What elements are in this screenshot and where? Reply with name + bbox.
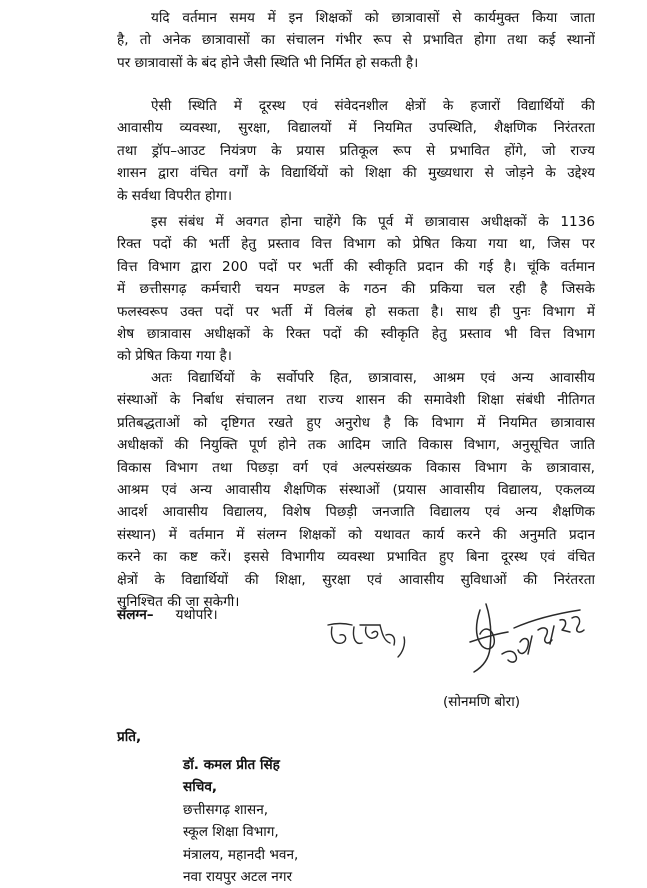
addressee-line: नवा रायपुर अटल नगर (183, 869, 293, 886)
paragraph-line: को प्रेषित किया गया है। (117, 348, 232, 365)
paragraph-line: यदि वर्तमान समय में इन शिक्षकों को छात्रावासों से कार्यमुक्त किया जाता (151, 10, 595, 26)
addressee-line: मंत्रालय, महानदी भवन, (183, 846, 299, 863)
paragraph-line: वित्त विभाग द्वारा 200 पदों पर भर्ती की स्वीकृति प्रदान की गई है। चूंकि वर्तमान (117, 258, 595, 275)
enclosure-label: संलग्न– (117, 607, 154, 623)
paragraph-line: संस्थान) में वर्तमान में संलग्न शिक्षकों को यथावत कार्य करने की अनुमति प्रदान (117, 526, 595, 543)
paragraph-line: सुनिश्चित की जा सकेगी। (117, 594, 240, 611)
paragraph-line: ऐसी स्थिति में दूरस्थ एवं संवेदनशील क्षेत्रों के हजारों विद्यार्थियों की (151, 98, 595, 114)
paragraph-line: क्षेत्रों के विद्यार्थियों की शिक्षा, सुरक्षा एवं आवासीय सुविधाओं की निरंतरता (117, 571, 595, 588)
enclosure (117, 604, 218, 626)
to-label: प्रति, (117, 729, 142, 745)
paragraph-line: रिक्त पदों की भर्ती हेतु प्रस्ताव वित्त विभाग को प्रेषित किया गया था, जिस पर (117, 236, 595, 253)
paragraph-line: में छत्तीसगढ़ कर्मचारी चयन मण्डल के गठन की प्रकिया चल रही है जिसके (117, 281, 595, 298)
paragraph-line: पर छात्रावासों के बंद होने जैसी स्थिति भी निर्मित हो सकती है। (117, 54, 419, 71)
paragraph-line: इस संबंध में अवगत होना चाहेंगे कि पूर्व में छात्रावास अधीक्षकों के 1136 (151, 214, 595, 230)
enclosure-value: यथोपरि। (175, 607, 218, 623)
paragraph-4 (117, 367, 595, 613)
addressee-line: छत्तीसगढ़ शासन, (183, 801, 269, 818)
paragraph-line: शासन द्वारा वंचित वर्गों के विद्यार्थियों को शिक्षा की मुख्यधारा से जोड़ने के उद्देश्य (117, 165, 595, 182)
paragraph-line: आश्रम एवं अन्य आवासीय शैक्षणिक संस्थाओं (प्रयास आवासीय विद्यालय, एकलव्य (117, 482, 595, 499)
addressee-designation: सचिव, (183, 779, 218, 796)
paragraph-line: अधीक्षकों की नियुक्ति पूर्ण होने तक आदिम जाति विकास विभाग, अनुसूचित जाति (117, 437, 595, 454)
paragraph-line: विकास विभाग तथा पिछड़ा वर्ग एवं अल्पसंख्यक विकास विभाग के छात्रावास, (117, 459, 595, 476)
paragraph-line: आवासीय व्यवस्था, सुरक्षा, विद्यालयों में नियमित उपस्थिति, शैक्षणिक निरंतरता (117, 120, 595, 137)
paragraph-line: फलस्वरूप उक्त पदों पर भर्ती में विलंब हो सकता है। साथ ही पुनः विभाग में (117, 303, 595, 320)
addressee-block (183, 754, 298, 888)
paragraph-line: तथा ड्रॉप–आउट नियंत्रण के प्रयास प्रतिकूल रूप से प्रभावित होंगे, जो राज्य (117, 142, 595, 159)
signature-with-date (462, 592, 594, 680)
signatory-name: (सोनमणि बोरा) (443, 694, 521, 710)
paragraph-1 (117, 7, 595, 74)
paragraph-line: संस्थाओं के निर्बाध संचालन तथा राज्य शासन की समावेशी शिक्षा संबंधी नीतिगत (117, 392, 595, 409)
addressee-name: डॉ. कमल प्रीत सिंह (183, 757, 280, 773)
paragraph-2 (117, 95, 595, 207)
paragraph-line: शेष छात्रावास अधीक्षकों के रिक्त पदों की स्वीकृति हेतु प्रस्ताव भी वित्त विभाग (117, 326, 595, 343)
paragraph-line: करने का कष्ट करें। इससे विभागीय व्यवस्था प्रभावित हुए बिना दूरस्थ एवं वंचित (117, 549, 595, 566)
initials-signature (322, 615, 422, 663)
paragraph-line: प्रतिबद्धताओं को दृष्टिगत रखते हुए अनुरोध है कि विभाग में नियमित छात्रावास (117, 414, 595, 431)
paragraph-line: के सर्वथा विपरीत होगा। (117, 187, 233, 204)
paragraph-3 (117, 211, 595, 368)
addressee-line: स्कूल शिक्षा विभाग, (183, 824, 279, 841)
paragraph-line: आदर्श आवासीय विद्यालय, विशेष पिछड़ी जनजाति विद्यालय एवं अन्य शैक्षणिक (117, 504, 595, 521)
paragraph-line: है, तो अनेक छात्रावासों का संचालन गंभीर रूप से प्रभावित होगा तथा कई स्थानों (117, 32, 595, 49)
paragraph-line: अतः विद्यार्थियों के सर्वोपरि हित, छात्रावास, आश्रम एवं अन्य आवासीय (151, 370, 595, 386)
